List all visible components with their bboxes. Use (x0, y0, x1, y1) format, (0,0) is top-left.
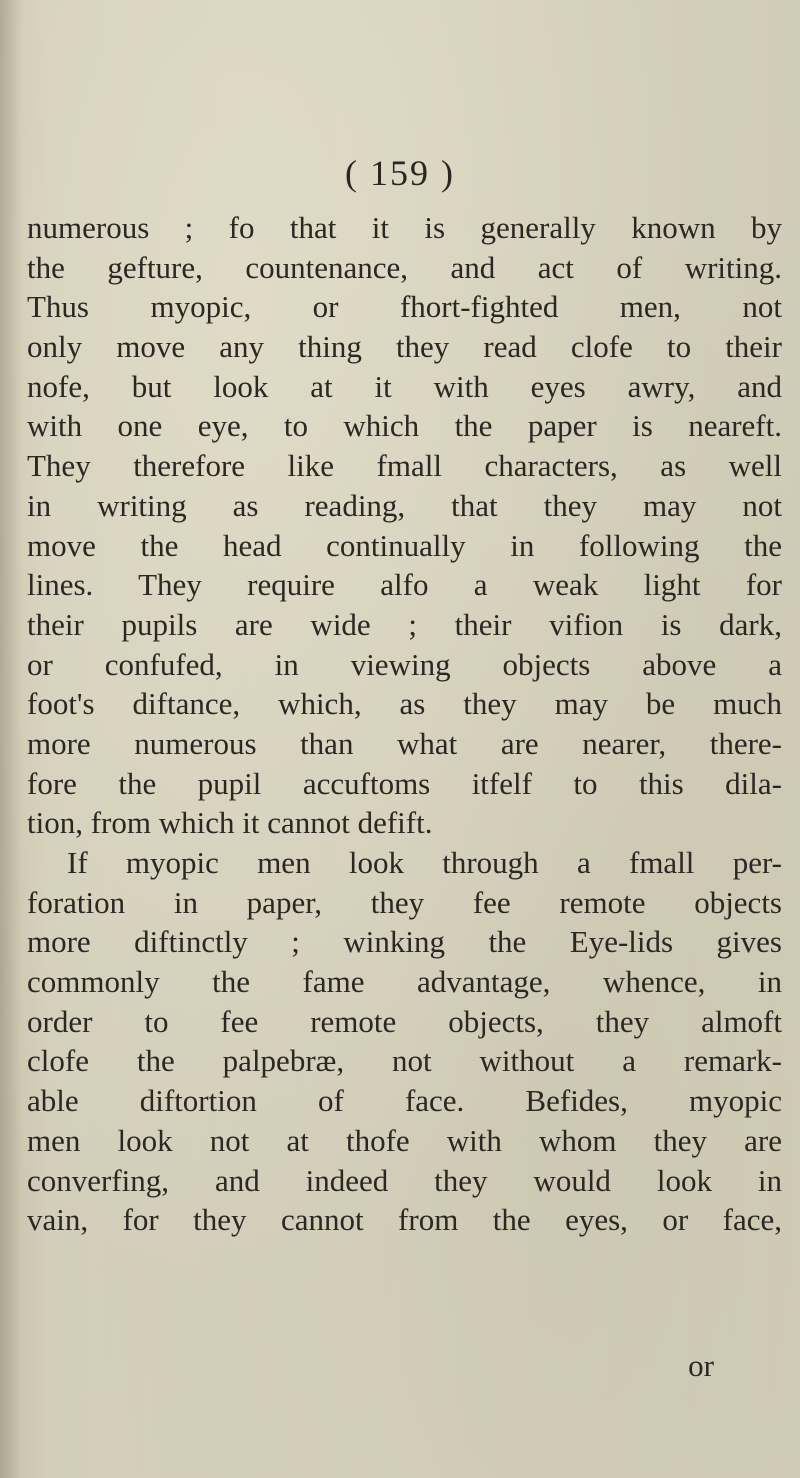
text-line: their pupils are wide ; their vifion is dark, (27, 606, 782, 642)
text-line: Thus myopic, or fhort-fighted men, not (27, 289, 782, 325)
catchword: or (688, 1348, 714, 1383)
text-line: in writing as reading, that they may not (27, 487, 782, 523)
text-line: lines. They require alfo a weak light for (27, 567, 782, 603)
text-line: vain, for they cannot from the eyes, or face, (27, 1202, 782, 1238)
text-line: They therefore like fmall characters, as well (27, 448, 782, 484)
text-line: with one eye, to which the paper is neareft. (27, 408, 782, 444)
text-line: foot's diftance, which, as they may be much (27, 686, 782, 722)
text-line: order to fee remote objects, they almoft (27, 1003, 782, 1039)
text-line: tion, from which it cannot defift. (27, 805, 433, 841)
text-line: only move any thing they read clofe to their (27, 329, 782, 365)
text-line: men look not at thofe with whom they are (27, 1122, 782, 1158)
text-line: more diftinctly ; winking the Eye-lids gives (27, 924, 782, 960)
gutter-shadow (0, 0, 22, 1478)
text-line-paragraph-start: If myopic men look through a fmall per- (67, 845, 782, 880)
text-line: or confufed, in viewing objects above a (27, 646, 782, 682)
text-line: converfing, and indeed they would look in (27, 1162, 782, 1198)
text-line: fore the pupil accuftoms itfelf to this dila- (27, 765, 782, 801)
text-line: able diftortion of face. Befides, myopic (27, 1083, 782, 1119)
text-line: commonly the fame advantage, whence, in (27, 964, 782, 1000)
text-line: foration in paper, they fee remote objects (27, 884, 782, 920)
page-number: ( 159 ) (345, 153, 455, 193)
body-text (27, 208, 782, 1240)
text-line: the gefture, countenance, and act of writing. (27, 249, 782, 285)
text-line: more numerous than what are nearer, there- (27, 725, 782, 761)
text-line: move the head continually in following the (27, 527, 782, 563)
text-line: numerous ; fo that it is generally known by (27, 210, 782, 245)
text-line: nofe, but look at it with eyes awry, and (27, 368, 782, 404)
text-line: clofe the palpebræ, not without a remark- (27, 1043, 782, 1079)
